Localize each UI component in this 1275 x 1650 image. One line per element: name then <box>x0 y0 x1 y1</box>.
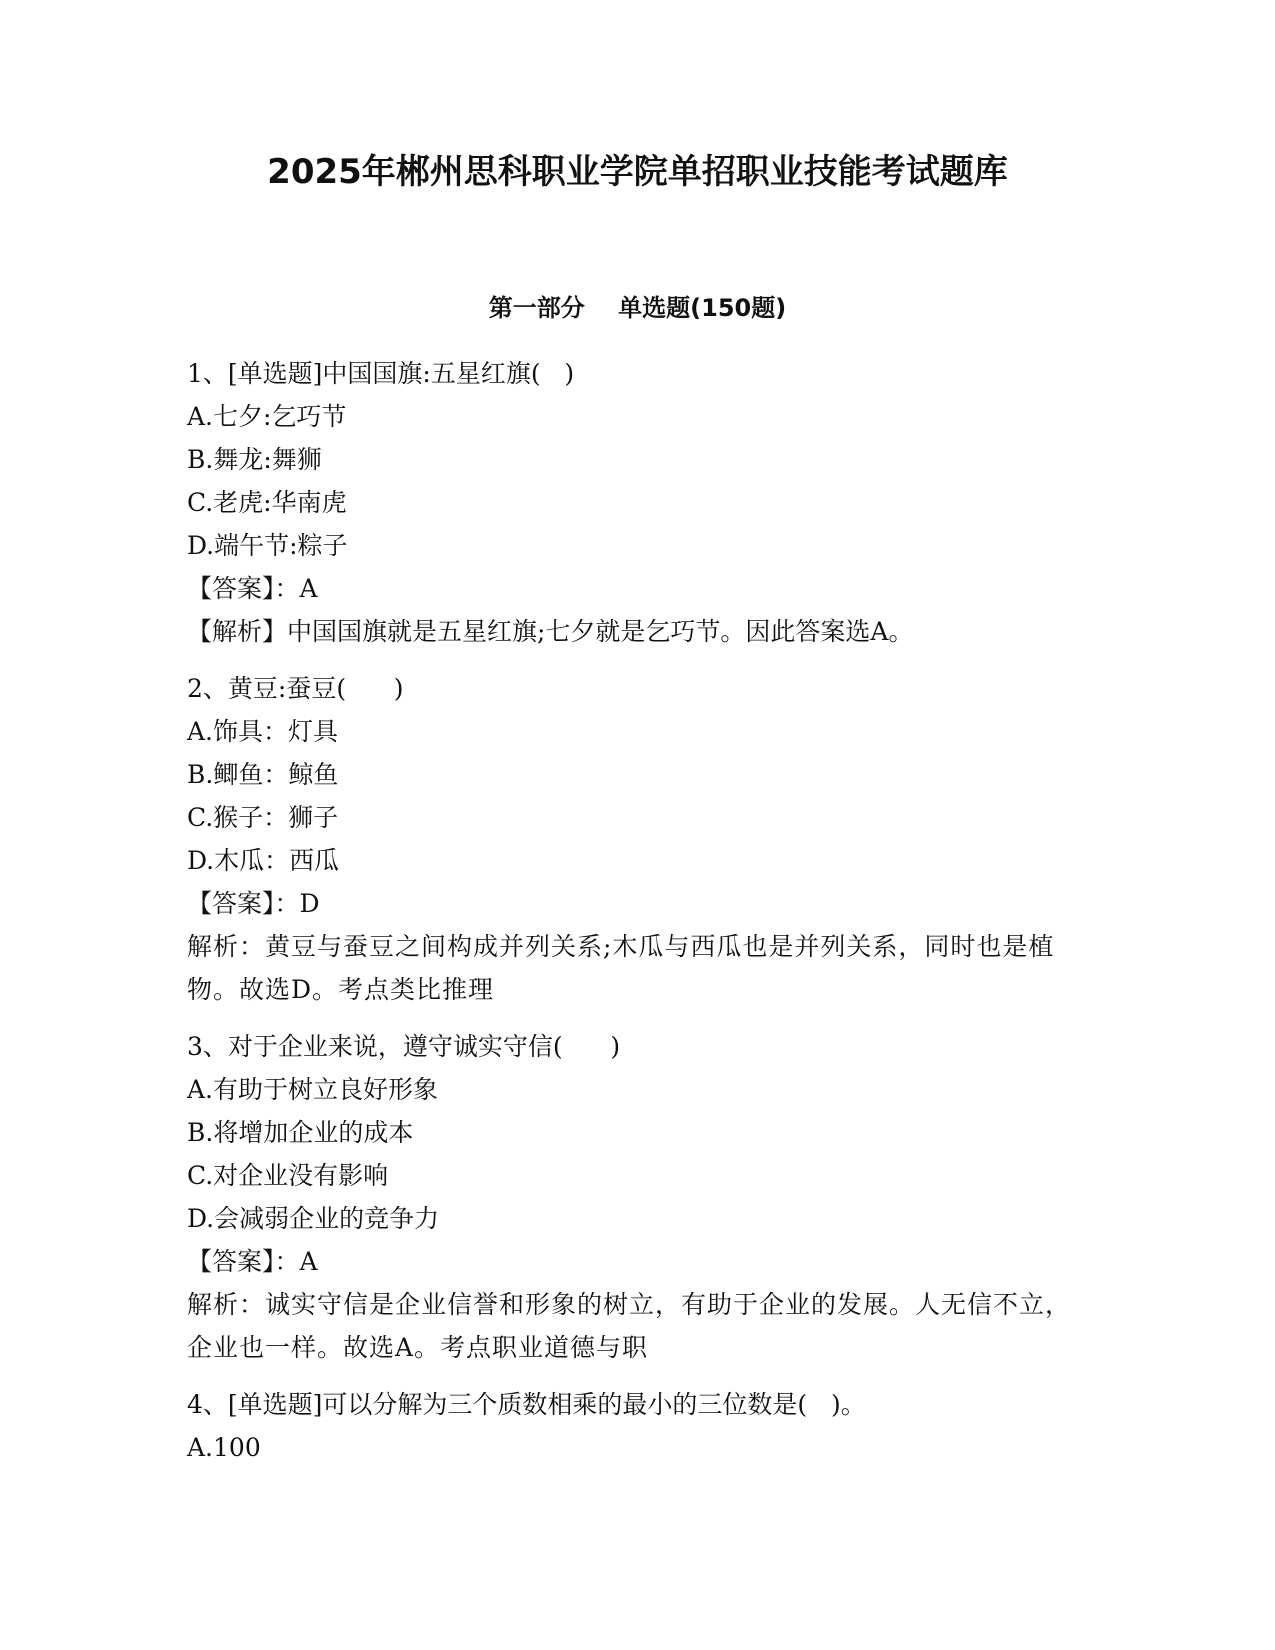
option-a: A.100 <box>187 1433 261 1462</box>
option-d: D.会减弱企业的竞争力 <box>187 1204 440 1233</box>
analysis: 解析：诚实守信是企业信誉和形象的树立，有助于企业的发展。人无信不立，企业也一样。故选A。考点职业道德与职 <box>187 1290 1072 1362</box>
question-list <box>187 352 1087 1483</box>
document-title: 2025年郴州思科职业学院单招职业技能考试题库 <box>267 152 1008 192</box>
option-b: B.将增加企业的成本 <box>187 1118 414 1147</box>
option-a: A.七夕:乞巧节 <box>187 402 347 431</box>
answer: 【答案】：A <box>187 574 318 603</box>
answer: 【答案】：A <box>187 1247 318 1276</box>
option-d: D.木瓜：西瓜 <box>187 846 340 875</box>
question-4 <box>187 1383 1087 1469</box>
question-stem: 4、[单选题]可以分解为三个质数相乘的最小的三位数是( )。 <box>187 1390 866 1419</box>
option-c: C.老虎:华南虎 <box>187 488 347 517</box>
question-2 <box>187 667 1087 1011</box>
option-d: D.端午节:粽子 <box>187 531 348 560</box>
section-title: 第一部分 单选题(150题) <box>488 294 787 322</box>
option-b: B.鲫鱼：鲸鱼 <box>187 760 339 789</box>
analysis: 【解析】中国国旗就是五星红旗;七夕就是乞巧节。因此答案选A。 <box>187 617 914 646</box>
question-1 <box>187 352 1087 653</box>
option-a: A.饰具：灯具 <box>187 717 339 746</box>
option-b: B.舞龙:舞狮 <box>187 445 322 474</box>
option-c: C.猴子：狮子 <box>187 803 339 832</box>
answer: 【答案】：D <box>187 889 320 918</box>
question-stem: 1、[单选题]中国国旗:五星红旗( ) <box>187 359 575 388</box>
question-stem: 2、黄豆:蚕豆( ) <box>187 674 404 703</box>
question-3 <box>187 1025 1087 1369</box>
analysis: 解析：黄豆与蚕豆之间构成并列关系;木瓜与西瓜也是并列关系，同时也是植物。故选D。考点类比推理 <box>187 932 1055 1004</box>
question-stem: 3、对于企业来说，遵守诚实守信( ) <box>187 1032 621 1061</box>
option-c: C.对企业没有影响 <box>187 1161 389 1190</box>
option-a: A.有助于树立良好形象 <box>187 1075 439 1104</box>
